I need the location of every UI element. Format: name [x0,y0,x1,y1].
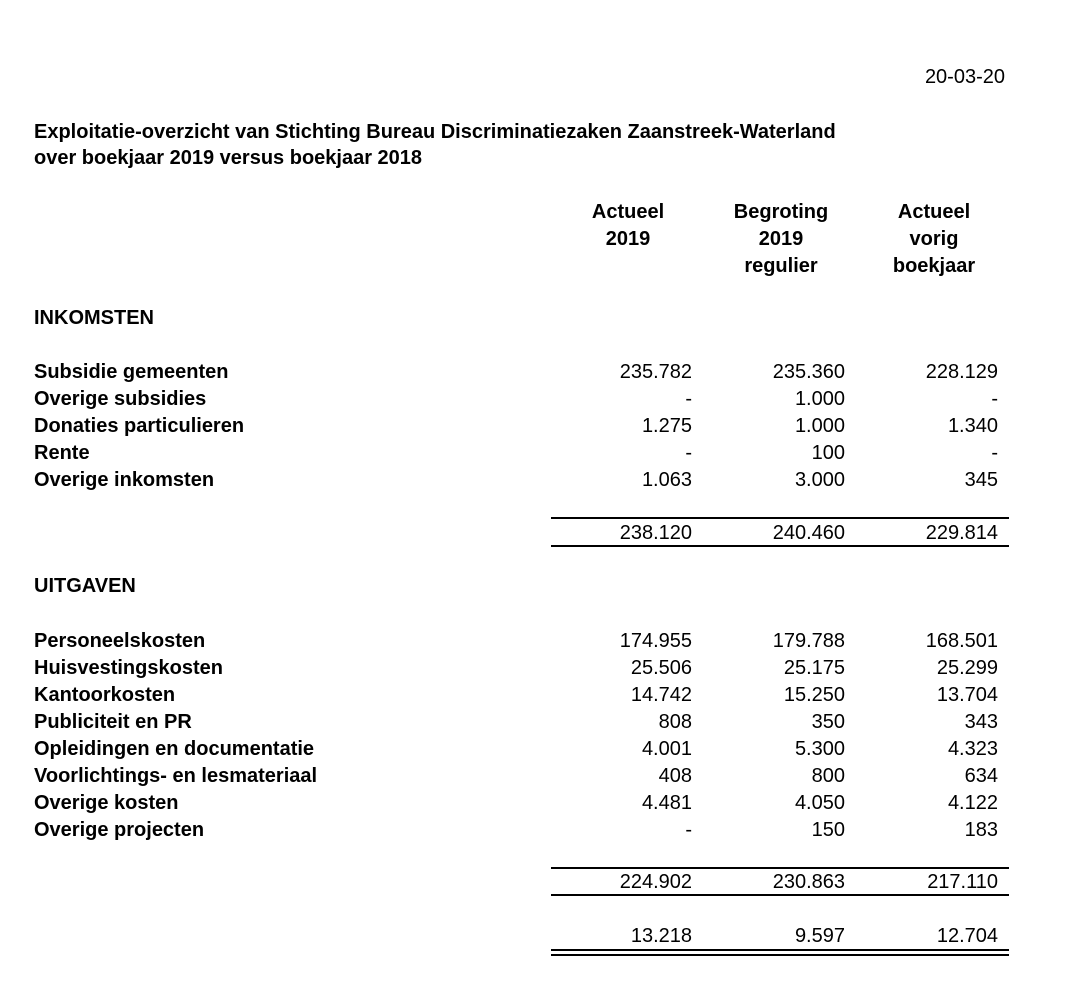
row-value: 634 [964,765,998,787]
row-value: 1.340 [947,415,998,437]
row-value: 15.250 [783,684,845,706]
section-heading-inkomsten: INKOMSTEN [34,307,154,329]
row-value: - [685,388,692,410]
column-header-line: 2019 [758,228,804,250]
table-row [34,736,1004,763]
row-value: 13.704 [936,684,998,706]
total-value: 224.902 [619,871,692,893]
column-header-line: 2019 [605,228,651,250]
total-value: 229.814 [925,522,998,544]
row-value: 350 [811,711,845,733]
total-value: 217.110 [927,871,998,893]
row-label: Overige kosten [34,792,179,814]
table-row [34,440,1004,467]
row-label: Donaties particulieren [34,415,245,437]
column-header-line: vorig [909,228,959,250]
row-value: 150 [811,819,845,841]
row-label: Publiciteit en PR [34,711,192,733]
row-value: 25.506 [630,657,692,679]
row-value: 235.360 [772,361,845,383]
row-value: 808 [658,711,692,733]
row-value: - [991,442,998,464]
result-value: 13.218 [630,925,692,947]
row-value: 14.742 [630,684,692,706]
row-value: 228.129 [925,361,998,383]
title-line-2: over boekjaar 2019 versus boekjaar 2018 [34,147,423,169]
page-title [34,119,836,171]
row-value: 4.122 [947,792,998,814]
row-value: 408 [658,765,692,787]
row-value: 345 [964,469,998,491]
row-value: 800 [811,765,845,787]
row-label: Overige subsidies [34,388,207,410]
row-value: 179.788 [772,630,845,652]
row-label: Kantoorkosten [34,684,176,706]
table-row [34,467,1004,494]
total-value: 238.120 [619,522,692,544]
result-double-rule-bottom [551,954,1009,956]
row-label: Subsidie gemeenten [34,361,229,383]
table-row [34,817,1004,844]
row-value: - [991,388,998,410]
row-value: 5.300 [794,738,845,760]
row-value: 4.050 [794,792,845,814]
table-row [34,790,1004,817]
column-header-line: Begroting [733,201,829,223]
row-value: 1.275 [641,415,692,437]
inkomsten-total-row [34,520,1004,547]
row-label: Rente [34,442,90,464]
result-row [34,923,1004,950]
row-value: 183 [964,819,998,841]
column-header-actueel-vorig [864,199,1004,280]
row-value: - [685,819,692,841]
document-date: 20-03-20 [924,66,1005,88]
row-value: 25.175 [783,657,845,679]
table-row [34,709,1004,736]
row-value: 4.481 [641,792,692,814]
total-value: 230.863 [772,871,845,893]
total-rule [551,545,1009,547]
table-row [34,359,1004,386]
subtotal-rule [551,517,1009,519]
row-value: 235.782 [619,361,692,383]
table-row [34,413,1004,440]
row-value: - [685,442,692,464]
section-heading-uitgaven: UITGAVEN [34,575,136,597]
row-value: 168.501 [925,630,998,652]
row-value: 3.000 [794,469,845,491]
table-row [34,386,1004,413]
column-header-line: boekjaar [892,255,976,277]
row-value: 100 [811,442,845,464]
column-header-begroting-2019 [711,199,851,280]
row-label: Personeelskosten [34,630,206,652]
row-label: Opleidingen en documentatie [34,738,315,760]
title-line-1: Exploitatie-overzicht van Stichting Bureau Discriminatiezaken Zaanstreek-Waterland [34,121,836,143]
row-value: 4.323 [947,738,998,760]
row-value: 174.955 [619,630,692,652]
row-label: Overige inkomsten [34,469,215,491]
row-value: 1.000 [794,388,845,410]
uitgaven-total-row [34,869,1004,896]
row-label: Voorlichtings- en lesmateriaal [34,765,318,787]
row-value: 1.000 [794,415,845,437]
row-label: Huisvestingskosten [34,657,223,679]
column-header-line: Actueel [897,201,971,223]
total-rule [551,894,1009,896]
row-value: 343 [964,711,998,733]
total-value: 240.460 [772,522,845,544]
table-row [34,763,1004,790]
row-value: 4.001 [641,738,692,760]
table-row [34,655,1004,682]
result-value: 9.597 [794,925,845,947]
result-double-rule-top [551,949,1009,951]
row-value: 1.063 [641,469,692,491]
row-label: Overige projecten [34,819,205,841]
result-value: 12.704 [936,925,998,947]
table-row [34,682,1004,709]
column-header-actueel-2019 [558,199,698,253]
row-value: 25.299 [936,657,998,679]
column-header-line: regulier [744,255,818,277]
table-row [34,628,1004,655]
column-header-line: Actueel [591,201,665,223]
